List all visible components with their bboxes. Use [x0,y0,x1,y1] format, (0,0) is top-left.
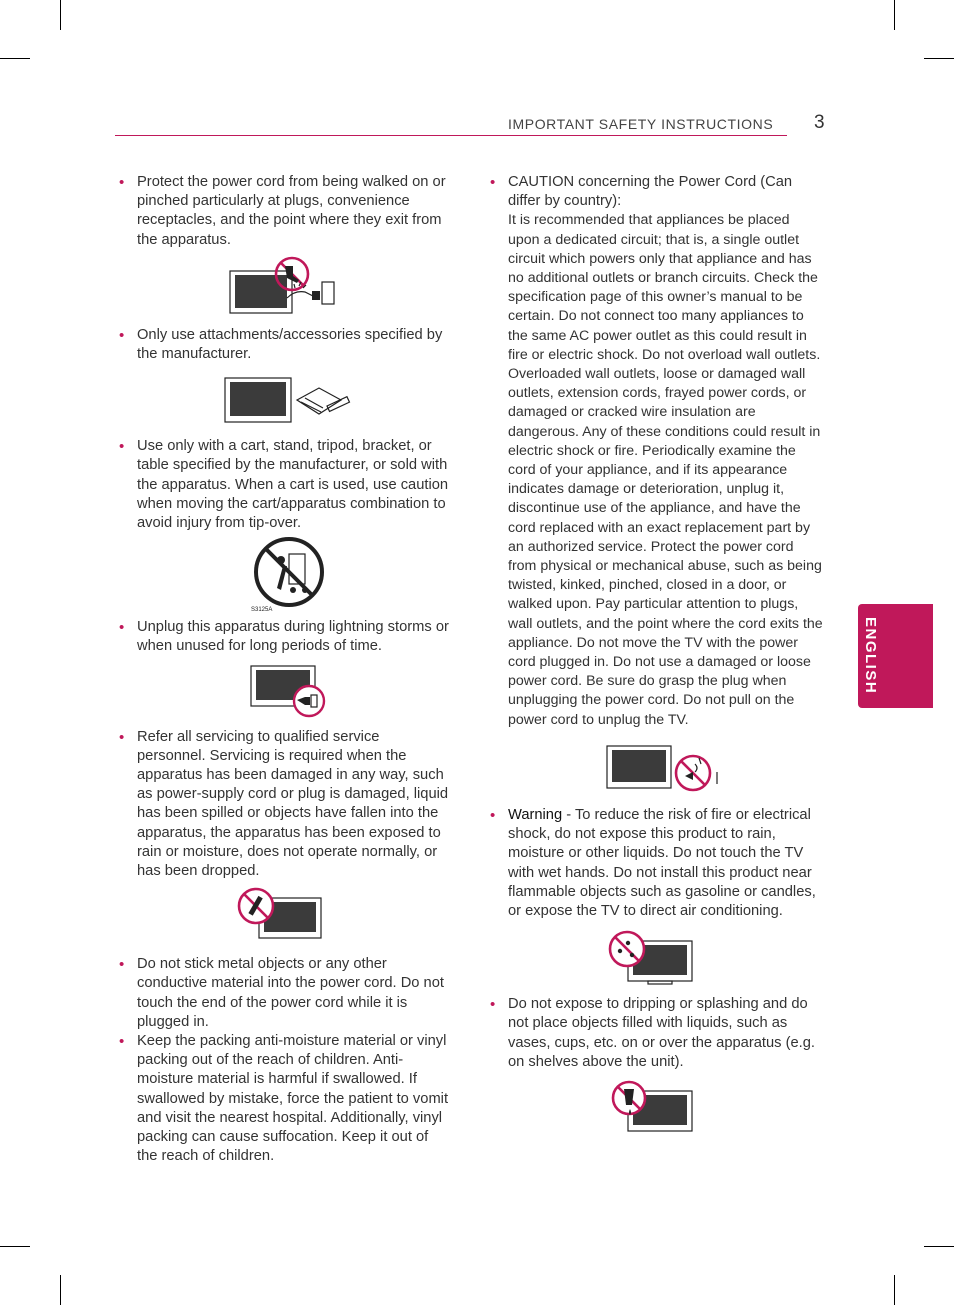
list-item [117,173,452,250]
vase-illustration [488,1080,824,1138]
left-column [117,173,452,1167]
list-item [117,728,452,882]
instruction-text: • Protect the power cord from being walked on or pinched particularly at plugs, convenience receptacles, and the point where they exit from the apparatus. [137,174,446,248]
list-item [117,955,452,1032]
power-cord-caution-illustration [488,742,824,794]
crop-mark [924,1246,954,1247]
accessories-illustration [117,374,452,426]
crop-mark [0,1246,30,1247]
instruction-text: • Only use attachments/accessories specified by the manufacturer. [137,326,443,363]
instruction-text: • Do not stick metal objects or any other conductive material into the power cord. Do not touch the end of the power cord while it is plugged in. [137,956,444,1030]
crop-mark [894,0,895,30]
instruction-text: • Do not expose to dripping or splashing and do not place objects filled with liquids, such as vases, cups, etc. on or over the apparatus (e.g. on shelves above the unit). [508,996,815,1070]
crop-mark [894,1275,895,1305]
crop-mark [60,1275,61,1305]
list-item [117,437,452,533]
caution-body: It is recommended that appliances be placed upon a dedicated circuit; that is, a single outlet circuit which powers only that appliance and has no additional outlets or branch circuits. Check the specification page of this owner’s manual to be certain. Do not connect too many appliances to the same AC power outlet as this could result in fire or electric shock. Do not overload wall outlets. Overloaded wall outlets, loose or damaged wall outlets, extension cords, frayed power cords, or damaged or cracked wire insulation are dangerous. Any of these conditions could result in electric shock or fire. Periodically examine the cord of your appliance, and if its appearance indicates damage or deterioration, unplug it, discontinue use of the appliance, and have the cord replaced with an exact replacement part by an authorized service. Protect the power cord from physical or mechanical abuse, such as being twisted, kinked, pinched, closed in a door, or walked upon. Pay particular attention to plugs, wall outlets, and the point where the cord exits the appliance. Do not move the TV with the power cord plugged in. Do not use a damaged or loose power cord. Be sure do grasp the plug when unplugging the power cord. Do not pull on the power cord to unplug the TV. [508,212,823,728]
list-item [488,806,824,921]
crop-mark [924,58,954,59]
instruction-text: • Unplug this apparatus during lightning storms or when unused for long periods of time. [137,619,449,655]
power-cord-step-illustration [117,256,452,316]
crop-mark [0,58,30,59]
instruction-text [508,806,824,921]
cart-tipover-warning-symbol [117,536,452,611]
crop-mark [60,0,61,30]
list-item [488,173,824,730]
language-tab [858,604,933,708]
figure-code: S3125A [251,607,273,612]
warning-text: - To reduce the risk of fire or electrical shock, do not expose this product to rain, moisture or other liquids. Do not touch the TV with wet hands. Do not install this product near flammable objects such as gasoline or candles, or expose the TV to direct air conditioning. [508,806,816,919]
list-item [117,1032,452,1166]
list-item [117,326,452,364]
caution-title: • CAUTION concerning the Power Cord (Can differ by country): [508,174,793,210]
instruction-text: • Use only with a cart, stand, tripod, bracket, or table specified by the manufacturer, or sold with the apparatus. When a cart is used, use caution when moving the cart/apparatus combination to avoid injury from tip-over. [137,438,449,532]
instruction-text: • Keep the packing anti-moisture material or vinyl packing out of the reach of children. Anti-moisture material is harmful if swallowed. If swallowed by mistake, force the patient to vomit and visit the nearest hospital. Additionally, vinyl packing can cause suffocation. Keep it out of the reach of children. [137,1033,449,1165]
servicing-illustration [117,886,452,946]
unplug-illustration [117,663,452,723]
page-number: 3 [814,112,825,133]
moisture-illustration [488,929,824,989]
header-rule [115,135,787,136]
list-item [488,995,824,1072]
warning-label: Warning [508,806,563,823]
instruction-text: • Refer all servicing to qualified service personnel. Servicing is required when the apparatus has been damaged in any way, such as power-supply cord or plug is damaged, liquid has been spilled or objects have fallen into the apparatus, the apparatus has been exposed to rain or moisture, does not operate normally, or has been dropped. [137,728,449,880]
language-tab-label: ENGLISH [862,617,879,695]
right-column [488,173,824,1138]
section-title: IMPORTANT SAFETY INSTRUCTIONS [508,116,774,132]
list-item [117,618,452,656]
